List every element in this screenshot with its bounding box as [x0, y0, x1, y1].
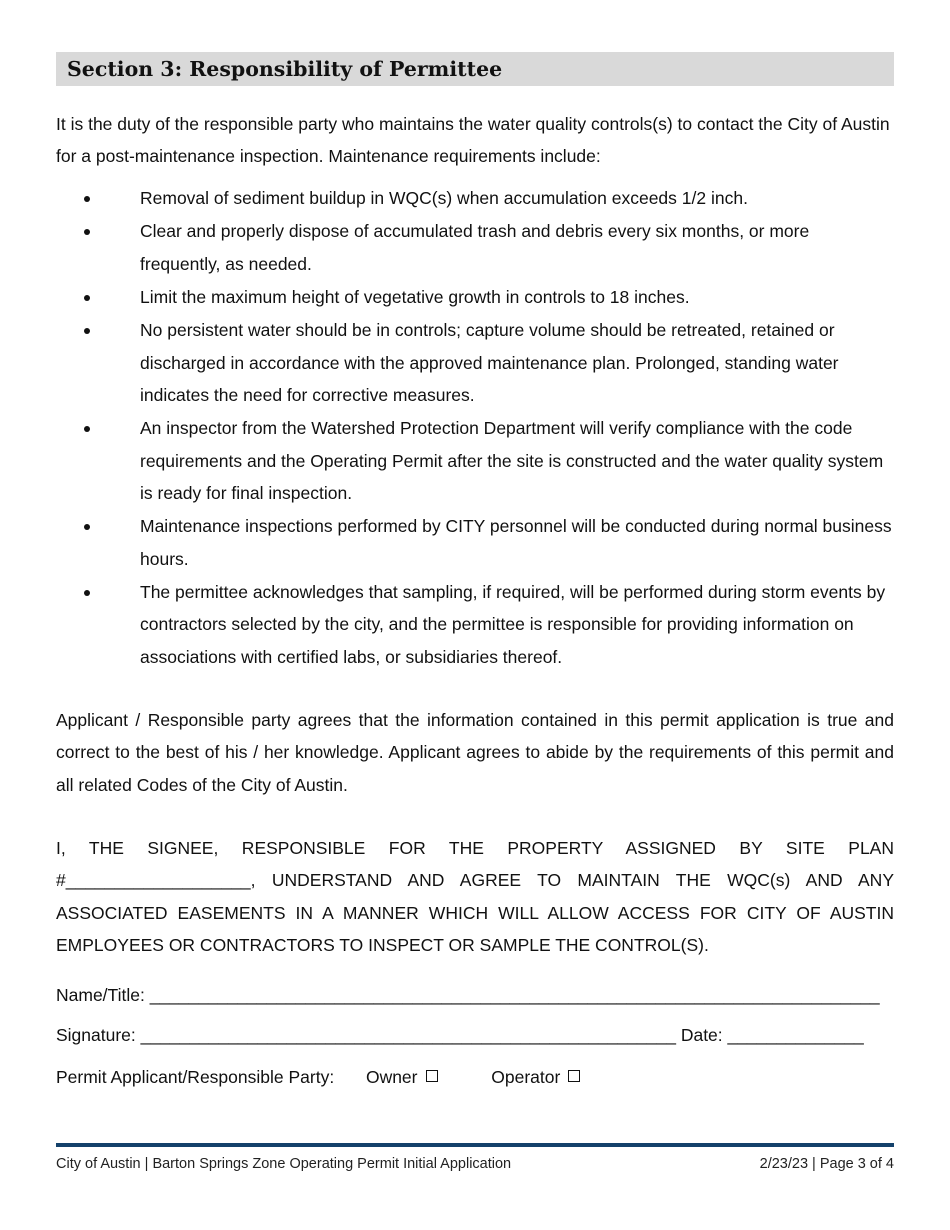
signee-statement — [56, 832, 894, 961]
intro-paragraph: It is the duty of the responsible party who maintains the water quality controls(s) to contact the City of Austin for a post-maintenance inspection. Maintenance requirements include: — [56, 114, 890, 167]
bullet-icon — [84, 524, 90, 530]
list-item — [56, 412, 894, 509]
list-item — [56, 281, 894, 313]
list-item — [56, 314, 894, 411]
owner-checkbox[interactable] — [426, 1070, 438, 1082]
section-title: Section 3: Responsibility of Permittee — [67, 57, 503, 81]
name-title-label: Name/Title: — [56, 985, 145, 1005]
bullet-icon — [84, 196, 90, 202]
bullet-icon — [84, 590, 90, 596]
list-item — [56, 510, 894, 575]
requirement-text: Limit the maximum height of vegetative growth in controls to 18 inches. — [140, 287, 690, 308]
date-label: Date: — [680, 1025, 723, 1045]
signee-line: I, THE SIGNEE, RESPONSIBLE FOR THE PROPERTY ASSIGNED BY SITE PLAN — [56, 838, 894, 858]
requirement-text: The permittee acknowledges that sampling, if required, will be performed during storm events by contractors selected by the city, and the permittee is responsible for providing information on associations with certified labs, or subsidiaries thereof. — [140, 582, 886, 667]
operator-label: Operator — [491, 1067, 561, 1087]
list-item — [56, 576, 894, 673]
requirements-list — [56, 182, 894, 674]
footer-page-info: 2/23/23 | Page 3 of 4 — [759, 1156, 894, 1172]
owner-label: Owner — [365, 1067, 418, 1087]
bullet-icon — [84, 295, 90, 301]
requirement-text: No persistent water should be in controls; capture volume should be retreated, retained or discharged in accordance with the approved maintenance plan. Prolonged, standing water indicates the need for corrective measures. — [140, 320, 839, 406]
signee-line: EMPLOYEES OR CONTRACTORS TO INSPECT OR SAMPLE THE CONTROL(S). — [56, 934, 709, 955]
operator-checkbox[interactable] — [568, 1070, 580, 1082]
name-title-blank[interactable]: ___________________________________________________________________________ — [149, 985, 880, 1005]
section-header — [56, 52, 894, 86]
requirement-text: An inspector from the Watershed Protection Department will verify compliance with the code requirements and the Operating Permit after the site is constructed and the water quality system is ready for final inspection. — [140, 418, 884, 504]
list-item — [56, 215, 894, 280]
signee-line: ASSOCIATED EASEMENTS IN A MANNER WHICH WILL ALLOW ACCESS FOR CITY OF AUSTIN — [56, 902, 894, 923]
signee-line: #___________________, UNDERSTAND AND AGREE TO MAINTAIN THE WQC(s) AND ANY — [56, 870, 894, 891]
bullet-icon — [84, 426, 90, 432]
signature-row — [56, 1024, 864, 1046]
bullet-icon — [84, 229, 90, 235]
agreement-paragraph: Applicant / Responsible party agrees that the information contained in this permit application is true and correct to the best of his / her knowledge. Applicant agrees to abide by the requirements of this permit and all related Codes of the City of Austin. — [56, 710, 894, 795]
footer-divider — [56, 1143, 894, 1147]
requirement-text: Maintenance inspections performed by CITY personnel will be conducted during normal business hours. — [140, 516, 892, 569]
bullet-icon — [84, 328, 90, 334]
list-item — [56, 182, 894, 214]
signature-label: Signature: — [56, 1025, 136, 1045]
date-blank[interactable]: ______________ — [727, 1025, 864, 1045]
name-title-field[interactable] — [56, 984, 880, 1006]
party-row — [56, 1066, 580, 1088]
signature-blank[interactable]: _______________________________________________________ — [140, 1025, 676, 1045]
requirement-text: Clear and properly dispose of accumulated trash and debris every six months, or more frequently, as needed. — [140, 221, 810, 274]
party-label: Permit Applicant/Responsible Party: — [56, 1067, 335, 1087]
requirement-text: Removal of sediment buildup in WQC(s) when accumulation exceeds 1/2 inch. — [140, 188, 748, 208]
footer-document-title: City of Austin | Barton Springs Zone Operating Permit Initial Application — [56, 1156, 512, 1172]
